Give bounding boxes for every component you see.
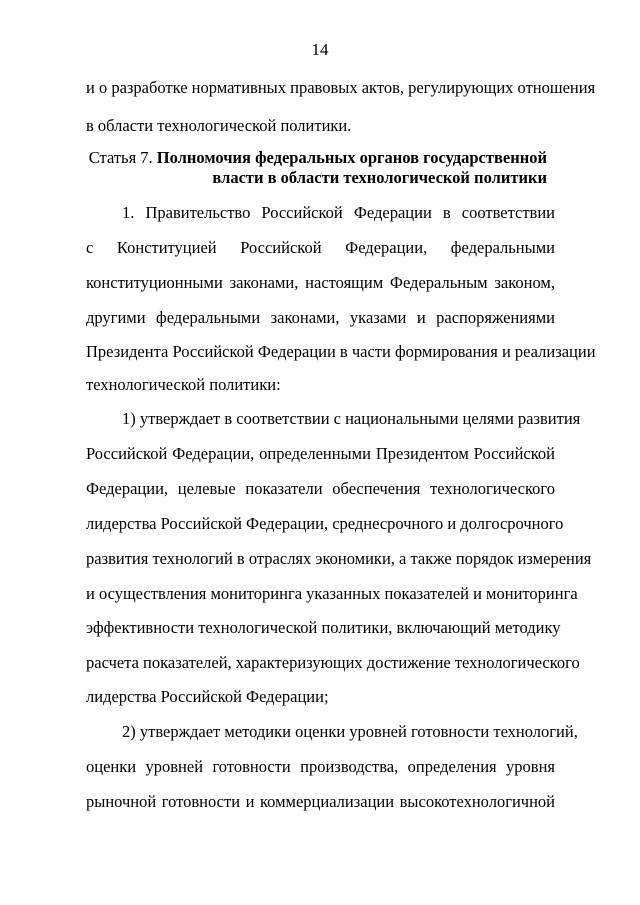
item-line: лидерства Российской Федерации; <box>86 687 329 706</box>
text-line: в области технологической политики. <box>86 116 352 135</box>
article-heading <box>86 148 555 168</box>
article-heading-line2 <box>86 168 555 188</box>
article-prefix: Статья 7. <box>88 148 153 167</box>
item-line: 1) утверждает в соответствии с национальными целями развития <box>122 409 581 428</box>
item-line: Федерации, целевые показатели обеспечения технологического <box>86 479 555 498</box>
paragraph-line: технологической политики: <box>86 375 281 394</box>
paragraph-line: с Конституцией Российской Федерации, федеральными <box>86 238 555 257</box>
paragraph-line: Президента Российской Федерации в части формирования и реализации <box>86 342 596 361</box>
page-number: 14 <box>311 40 329 59</box>
paragraph-line: другими федеральными законами, указами и распоряжениями <box>86 308 555 327</box>
text-line: и о разработке нормативных правовых актов, регулирующих отношения <box>86 78 596 97</box>
item-line: 2) утверждает методики оценки уровней готовности технологий, <box>122 722 578 741</box>
item-line: рыночной готовности и коммерциализации высокотехнологичной <box>86 792 555 811</box>
item-line: Российской Федерации, определенными Президентом Российской <box>86 444 555 463</box>
article-title-line1: Полномочия федеральных органов государственной <box>156 148 547 167</box>
item-line: эффективности технологической политики, включающий методику <box>86 618 561 637</box>
item-line: и осуществления мониторинга указанных показателей и мониторинга <box>86 584 578 603</box>
item-line: расчета показателей, характеризующих достижение технологического <box>86 653 580 672</box>
paragraph-line: 1. Правительство Российской Федерации в соответствии <box>122 203 555 222</box>
paragraph-line: конституционными законами, настоящим Федеральным законом, <box>86 273 555 292</box>
item-line: оценки уровней готовности производства, определения уровня <box>86 757 555 776</box>
article-title-line2: власти в области технологической политики <box>212 168 547 187</box>
item-line: лидерства Российской Федерации, среднесрочного и долгосрочного <box>86 514 564 533</box>
item-line: развития технологий в отраслях экономики, а также порядок измерения <box>86 549 592 568</box>
